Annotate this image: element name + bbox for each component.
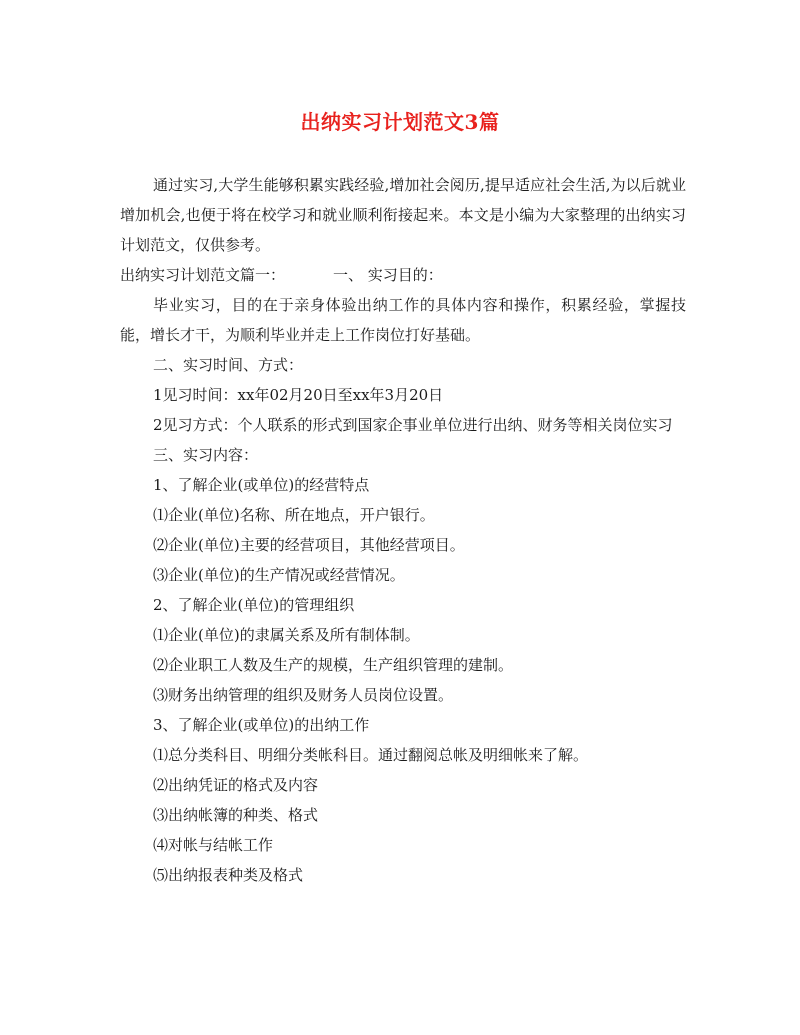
content-item-3-4: ⑷对帐与结帐工作 xyxy=(153,836,274,854)
content-item-2-2: ⑵企业职工人数及生产的规模，生产组织管理的建制。 xyxy=(153,656,514,674)
content-item-2: 2、了解企业(单位)的管理组织 xyxy=(153,596,355,614)
content-heading: 三、实习内容： xyxy=(153,446,259,464)
content-item-3-2: ⑵出纳凭证的格式及内容 xyxy=(153,776,319,794)
document-body xyxy=(120,170,686,890)
content-item-3-5: ⑸出纳报表种类及格式 xyxy=(153,866,304,884)
time-method-heading: 二、实习时间、方式： xyxy=(153,356,304,374)
purpose-heading: 一、 实习目的： xyxy=(333,266,443,284)
time-paragraph: 1见习时间：xx年02月20日至xx年3月20日 xyxy=(153,386,444,404)
content-item-1-3: ⑶企业(单位)的生产情况或经营情况。 xyxy=(153,566,405,584)
section-one-label: 出纳实习计划范文篇一： xyxy=(120,266,286,284)
content-item-1-2: ⑵企业(单位)主要的经营项目，其他经营项目。 xyxy=(153,536,465,554)
content-item-3-1: ⑴总分类科目、明细分类帐科目。通过翻阅总帐及明细帐来了解。 xyxy=(153,746,589,764)
intro-paragraph: 通过实习,大学生能够积累实践经验,增加社会阅历,提早适应社会生活,为以后就业增加机会,也便于将在校学习和就业顺利衔接起来。本文是小编为大家整理的出纳实习计划范文，仅供参考。 xyxy=(120,176,686,254)
purpose-paragraph: 毕业实习，目的在于亲身体验出纳工作的具体内容和操作，积累经验，掌握技能，增长才干，为顺利毕业并走上工作岗位打好基础。 xyxy=(120,296,686,344)
content-item-1-1: ⑴企业(单位)名称、所在地点，开户银行。 xyxy=(153,506,435,524)
content-item-2-1: ⑴企业(单位)的隶属关系及所有制体制。 xyxy=(153,626,420,644)
content-item-3-3: ⑶出纳帐簿的种类、格式 xyxy=(153,806,319,824)
method-paragraph: 2见习方式：个人联系的形式到国家企事业单位进行出纳、财务等相关岗位实习 xyxy=(153,416,673,434)
document-title: 出纳实习计划范文3篇 xyxy=(300,110,500,134)
section-one-heading xyxy=(120,260,686,290)
content-item-3: 3、了解企业(或单位)的出纳工作 xyxy=(153,716,370,734)
content-item-1: 1、了解企业(或单位)的经营特点 xyxy=(153,476,370,494)
content-item-2-3: ⑶财务出纳管理的组织及财务人员岗位设置。 xyxy=(153,686,454,704)
